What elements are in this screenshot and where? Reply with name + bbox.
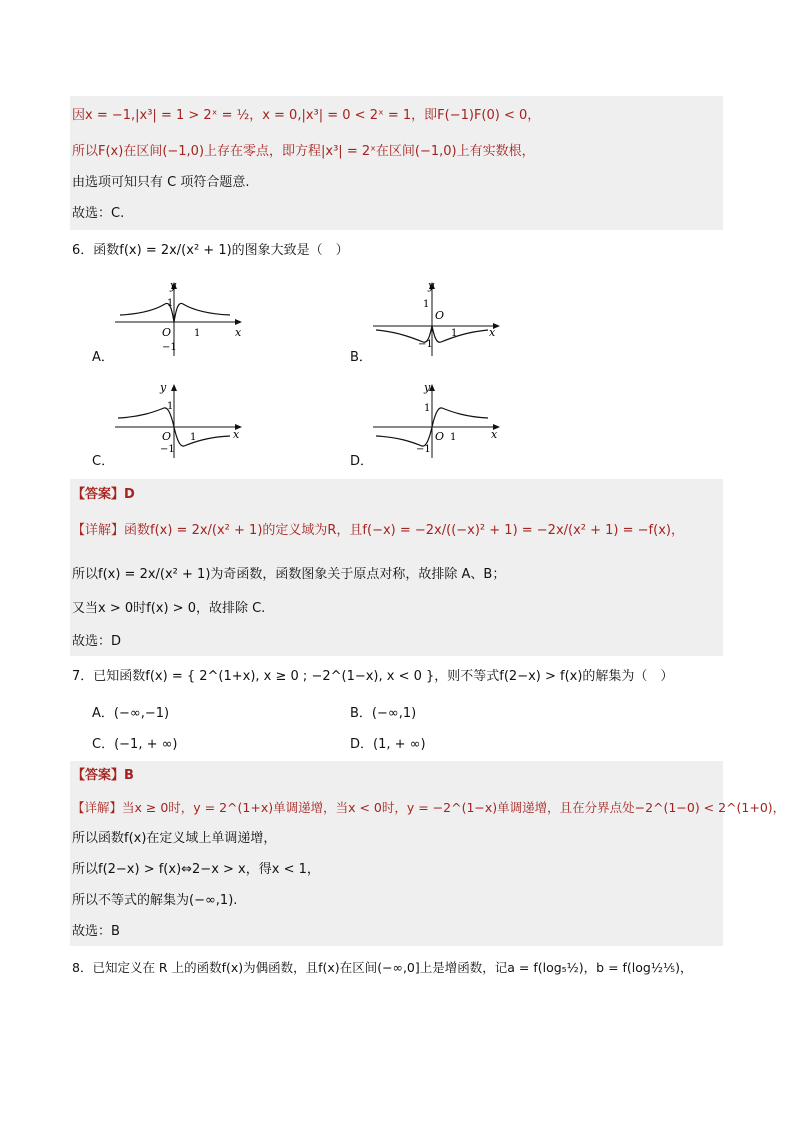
tick-one-label: 1	[451, 328, 458, 339]
tick-neg-one-label: −1	[418, 339, 433, 350]
q7-option-d-text: (1, + ∞)	[373, 737, 426, 752]
q7-option-a-label: A．	[92, 706, 114, 721]
q6-option-c-label: C．	[92, 454, 115, 469]
q7-option-b-text: (−∞,1)	[371, 706, 417, 721]
tick-y-one-label: 1	[423, 299, 430, 310]
q6-option-d-label: D．	[350, 454, 374, 469]
axis-x-label: x	[491, 428, 498, 441]
q5-line-1: 因x = −1,|x³| = 1 > 2ˣ = ½，x = 0,|x³| = 0 < 2ˣ = 1，即F(−1)F(0) < 0，	[72, 108, 541, 123]
q5-line-4: 故选：C.	[72, 206, 125, 221]
tick-y-one-label: 1	[167, 401, 174, 412]
axis-x-label: x	[233, 428, 240, 441]
q7-option-a	[92, 705, 169, 723]
q6-graph-c	[110, 382, 250, 462]
q6-option-a-label: A．	[92, 350, 114, 365]
q7-option-d	[350, 736, 426, 754]
q7-option-a-text: (−∞,−1)	[113, 706, 170, 721]
q7-detail-4: 所以不等式的解集为(−∞,1).	[72, 893, 238, 908]
q6-graph-d	[368, 382, 508, 462]
tick-neg-one-label: −1	[162, 342, 177, 353]
q7-option-b	[350, 705, 416, 723]
tick-one-label: 1	[190, 432, 197, 443]
q5-line-2: 所以F(x)在区间(−1,0)上存在零点，即方程|x³| = 2ˣ在区间(−1,0)上有实数根，	[72, 144, 535, 159]
q6-stem: 6．函数f(x) = 2x/(x² + 1)的图象大致是（ ）	[72, 243, 349, 258]
tick-neg-one-label: −1	[416, 444, 431, 455]
q7-option-c-label: C．	[92, 737, 115, 752]
q6-detail-1: 【详解】函数f(x) = 2x/(x² + 1)的定义域为R，且f(−x) = −2x/((−x)² + 1) = −2x/(x² + 1) = −f(x)，	[72, 523, 684, 538]
origin-label: O	[435, 309, 445, 322]
q7-detail-5: 故选：B	[72, 924, 120, 939]
q7-stem: 7．已知函数f(x) = { 2^(1+x), x ≥ 0 ; −2^(1−x), x < 0 }，则不等式f(2−x) > f(x)的解集为（ ）	[72, 669, 674, 684]
q7-option-b-label: B．	[350, 706, 372, 721]
tick-one-label: 1	[450, 432, 457, 443]
q8-stem: 8．已知定义在 R 上的函数f(x)为偶函数，且f(x)在区间(−∞,0]上是增函数，记a = f(log₅½)，b = f(log½⅕)，	[72, 960, 693, 975]
axis-y-label: y	[424, 382, 431, 394]
q7-option-d-label: D．	[350, 737, 374, 752]
q6-graph-b	[368, 280, 508, 360]
q7-detail-2: 所以函数f(x)在定义域上单调递增，	[72, 831, 277, 846]
q6-answer: 【答案】D	[72, 487, 135, 502]
tick-y-one-label: 1	[167, 298, 174, 309]
origin-label: O	[162, 430, 172, 443]
tick-neg-one-label: −1	[160, 444, 175, 455]
tick-y-one-label: 1	[424, 403, 431, 414]
axis-y-label: y	[428, 280, 435, 292]
q7-option-c-text: (−1, + ∞)	[114, 737, 178, 752]
q6-option-b-label: B．	[350, 350, 372, 365]
q5-line-3: 由选项可知只有 C 项符合题意.	[72, 175, 250, 190]
origin-label: O	[162, 326, 172, 339]
q6-detail-4: 故选：D	[72, 634, 122, 649]
axis-y-label: y	[160, 382, 167, 394]
q7-option-c	[92, 736, 178, 754]
axis-y-label: y	[170, 280, 177, 292]
q6-graph-a	[110, 280, 250, 360]
q7-detail-1: 【详解】当x ≥ 0时，y = 2^(1+x)单调递增，当x < 0时，y = −2^(1−x)单调递增，且在分界点处−2^(1−0) < 2^(1+0)，	[72, 800, 786, 815]
q6-detail-3: 又当x > 0时f(x) > 0，故排除 C.	[72, 601, 266, 616]
q7-detail-3: 所以f(2−x) > f(x)⇔2−x > x，得x < 1，	[72, 862, 320, 877]
axis-x-label: x	[235, 326, 242, 339]
tick-one-label: 1	[194, 328, 201, 339]
axis-x-label: x	[489, 326, 496, 339]
origin-label: O	[435, 430, 445, 443]
q7-answer: 【答案】B	[72, 768, 134, 783]
q6-detail-2: 所以f(x) = 2x/(x² + 1)为奇函数，函数图象关于原点对称，故排除 A、B；	[72, 567, 506, 582]
q7-solution-block	[70, 761, 723, 946]
